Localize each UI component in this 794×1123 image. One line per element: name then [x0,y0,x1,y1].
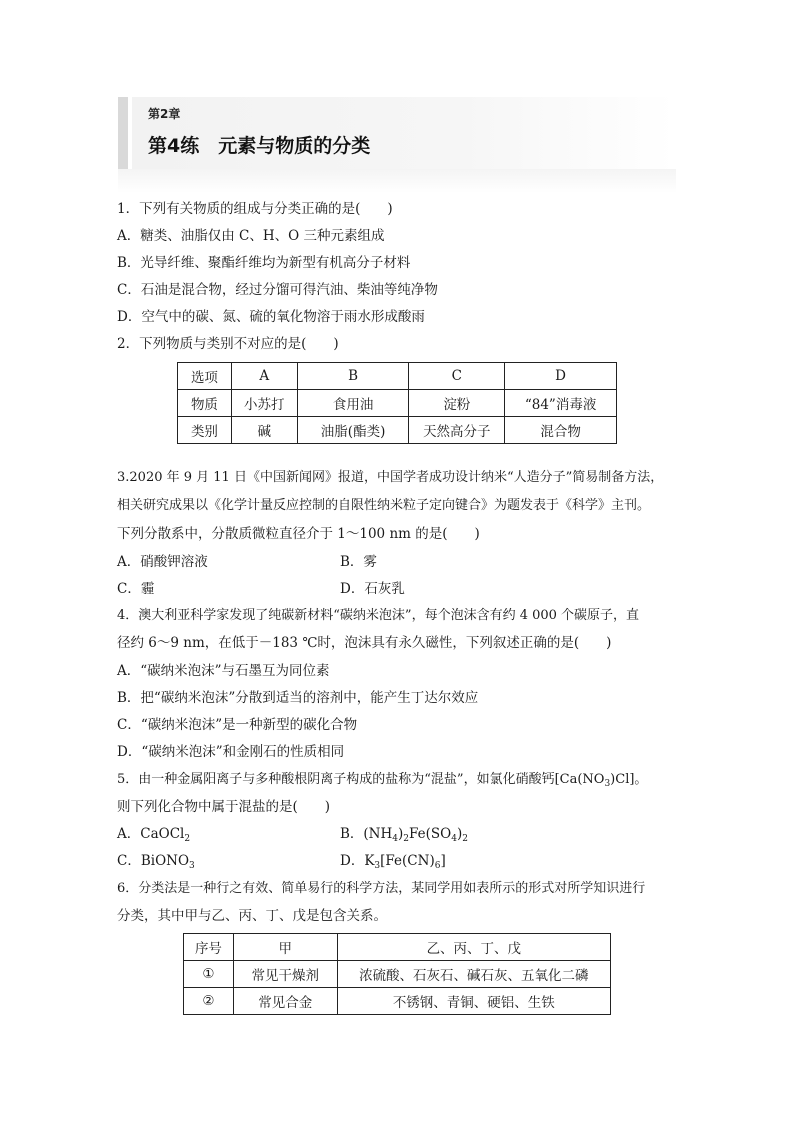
table-cell: 油脂(酯类) [297,417,409,444]
table-cell: ② [184,988,234,1015]
q5-option-b-text: B．(NH [340,826,393,842]
subscript: 3 [374,861,381,871]
header-accent-bar [118,97,128,169]
table-cell: D [505,363,617,390]
q5-option-d [340,852,446,875]
table-cell: 小苏打 [231,390,297,417]
q1-option-a: A．糖类、油脂仅由 C、H、O 三种元素组成 [117,228,385,244]
q5-line-1-end: )Cl]。 [610,772,648,787]
formula-part: [Fe(CN) [380,853,435,869]
q4-option-b: B．把“碳纳米泡沫”分散到适当的溶剂中，能产生丁达尔效应 [117,690,479,706]
table-cell: B [297,363,409,390]
q5-option-c [117,852,195,875]
q3-line-3: 下列分散系中，分散质微粒直径介于 1～100 nm 的是( ) [117,526,480,542]
q1-option-c: C．石油是混合物，经过分馏可得汽油、柴油等纯净物 [117,282,438,298]
q5-option-b [340,825,468,848]
q4-line-2: 径约 6～9 nm，在低于－183 ℃时，泡沫具有永久磁性，下列叙述正确的是( ) [117,635,612,651]
q3-line-1: 3.2020 年 9 月 11 日《中国新闻网》报道，中国学者成功设计纳米“人造分子”简易制备方法， [117,470,664,485]
q3-option-c: C．霾 [117,581,155,597]
q4-option-d: D．“碳纳米泡沫”和金刚石的性质相同 [117,744,345,760]
subscript: 3 [604,779,611,789]
table-row [178,363,617,390]
q4-option-a: A．“碳纳米泡沫”与石墨互为同位素 [117,663,330,679]
table-row [184,988,611,1015]
table-cell: 选项 [178,363,232,390]
q5-option-d-text: D．K [340,853,375,869]
subscript: 2 [462,834,468,844]
table-cell: ① [184,961,234,988]
q3-line-2: 相关研究成果以《化学计量反应控制的自限性纳米粒子定向键合》为题发表于《科学》主刊。 [117,498,651,513]
table-row [178,390,617,417]
table-cell: 浓硫酸、石灰石、碱石灰、五氧化二磷 [337,961,610,988]
q1-option-d: D．空气中的碳、氮、硫的氧化物溶于雨水形成酸雨 [117,309,425,325]
table-cell: 类别 [178,417,232,444]
q1-option-b: B．光导纤维、聚酯纤维均为新型有机高分子材料 [117,255,411,271]
table-cell: 天然高分子 [409,417,505,444]
subscript: 6 [434,861,441,871]
chapter-header [118,97,676,193]
q2-table [177,362,617,444]
q4-line-1: 4．澳大利亚科学家发现了纯碳新材料“碳纳米泡沫”，每个泡沫含有约 4 000 个碳原子，直 [117,608,640,623]
formula-part: ) [398,826,404,842]
table-cell: 碱 [231,417,297,444]
q3-option-a: A．硝酸钾溶液 [117,554,208,570]
subscript: 4 [451,834,457,844]
q6-table [183,933,611,1015]
table-row [184,961,611,988]
table-cell: 常见干燥剂 [233,961,337,988]
subscript: 2 [403,834,410,844]
table-cell: 甲 [233,934,337,961]
q5-line-2: 则下列化合物中属于混盐的是( ) [117,799,331,815]
table-cell: 淀粉 [409,390,505,417]
q6-line-1: 6．分类法是一种行之有效、简单易行的科学方法，某同学用如表所示的形式对所学知识进行 [117,881,646,896]
q2-stem: 2．下列物质与类别不对应的是( ) [117,336,339,352]
header-shadow [118,169,676,193]
table-cell: 混合物 [505,417,617,444]
exercise-title: 第4练 元素与物质的分类 [148,135,371,157]
table-cell: 常见合金 [233,988,337,1015]
table-cell: 序号 [184,934,234,961]
table-row [178,417,617,444]
q5-option-a-text: A．CaOCl [117,826,185,842]
subscript: 2 [184,834,191,844]
table-cell: 不锈钢、青铜、硬铝、生铁 [337,988,610,1015]
q5-line-1-text: 5．由一种金属阳离子与多种酸根阴离子构成的盐称为“混盐”，如氯化硝酸钙[Ca(NO [117,772,605,787]
q4-option-c: C．“碳纳米泡沫”是一种新型的碳化合物 [117,717,358,733]
q5-option-c-text: C．BiONO [117,853,190,869]
q5-option-a [117,825,190,848]
formula-part: ) [456,826,463,842]
q5-line-1 [117,771,647,793]
table-cell: 物质 [178,390,232,417]
subscript: 3 [189,861,195,871]
q1-stem: 1．下列有关物质的组成与分类正确的是( ) [117,201,393,217]
table-cell: 食用油 [297,390,409,417]
chapter-label: 第2章 [148,107,181,121]
table-row [184,934,611,961]
table-cell: A [231,363,297,390]
subscript: 4 [392,834,399,844]
q3-option-b: B．雾 [340,554,377,570]
table-cell: 乙、丙、丁、戊 [337,934,610,961]
table-cell: “84”消毒液 [505,390,617,417]
q3-option-d: D．石灰乳 [340,581,405,597]
formula-part: ] [440,853,446,869]
q6-line-2: 分类，其中甲与乙、丙、丁、戊是包含关系。 [117,908,387,924]
table-cell: C [409,363,505,390]
formula-part: Fe(SO [409,826,452,842]
